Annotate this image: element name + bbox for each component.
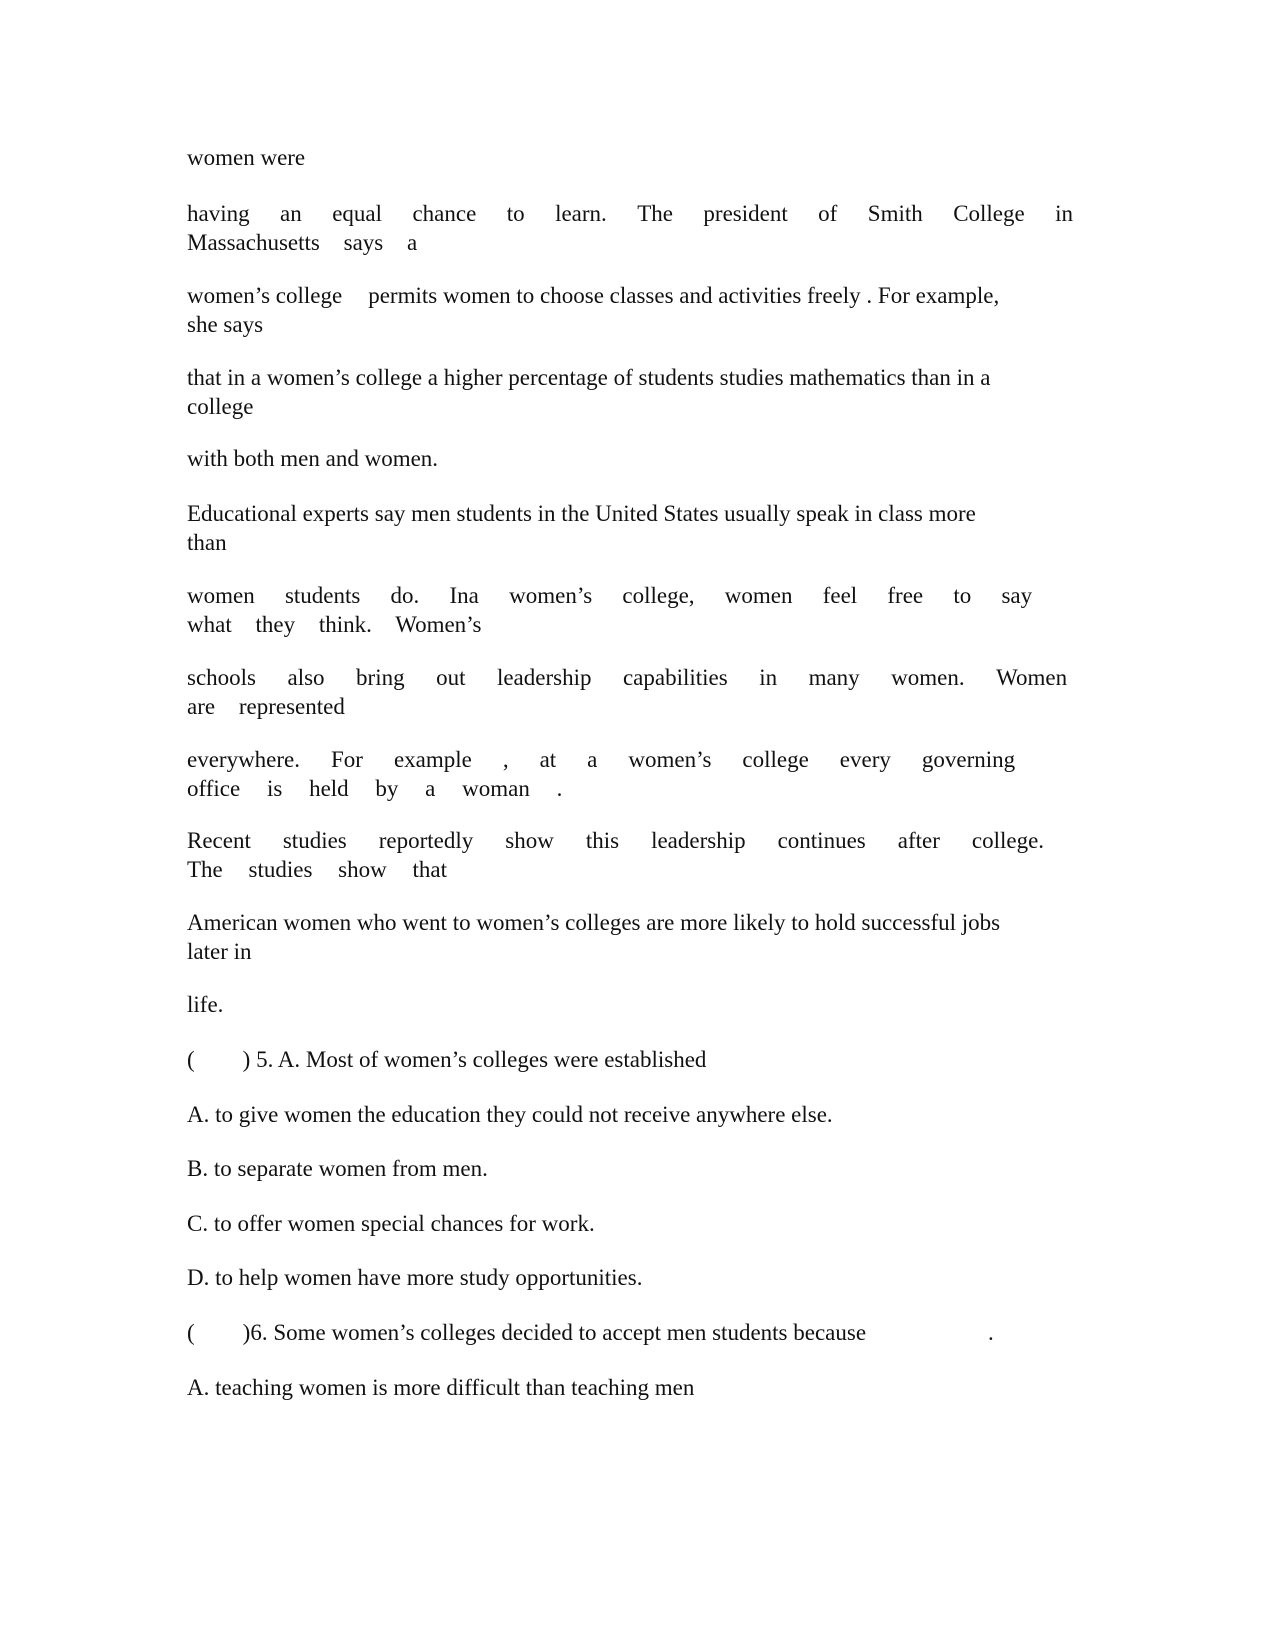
- question-5-option-c: [187, 1209, 1073, 1238]
- question-text: ) 5. A. Most of women’s colleges were established: [242, 1047, 707, 1072]
- word: held: [309, 776, 349, 801]
- text-line: she says: [187, 312, 264, 337]
- word: schools: [187, 665, 256, 690]
- word: to: [506, 201, 525, 226]
- word: ,: [502, 747, 509, 772]
- word: a: [425, 776, 436, 801]
- text-line: [187, 774, 1015, 803]
- word: free: [887, 583, 924, 608]
- word: in: [759, 665, 778, 690]
- word: Women: [996, 665, 1068, 690]
- text-segment: permits women to choose classes and activities freely . For example,: [368, 283, 1000, 308]
- word: students: [284, 583, 361, 608]
- word: leadership: [496, 665, 592, 690]
- justified-line: [187, 199, 1073, 228]
- word: of: [818, 201, 838, 226]
- passage-paragraph: [187, 199, 1073, 257]
- word: For: [331, 747, 363, 772]
- word: a: [587, 747, 598, 772]
- word: continues: [777, 828, 866, 853]
- word: represented: [238, 694, 345, 719]
- word: The: [187, 857, 223, 882]
- justified-line: [187, 581, 1032, 610]
- text-line: [187, 855, 1044, 884]
- word: show: [338, 857, 387, 882]
- option-text: B. to separate women from men.: [187, 1156, 488, 1181]
- word: leadership: [651, 828, 746, 853]
- text-line: that in a women’s college a higher percentage of students studies mathematics than in a: [187, 365, 991, 390]
- word: example: [393, 747, 472, 772]
- passage-paragraph: [187, 281, 1073, 339]
- end-mark: .: [988, 1320, 994, 1345]
- word: Smith: [867, 201, 923, 226]
- option-text: A. to give women the education they could not receive anywhere else.: [187, 1102, 833, 1127]
- text-line: with both men and women.: [187, 446, 439, 471]
- word: College: [953, 201, 1025, 226]
- passage-paragraph: [187, 499, 1073, 557]
- question-5-option-d: [187, 1263, 1073, 1292]
- question-5-option-b: [187, 1154, 1073, 1183]
- word: an: [280, 201, 302, 226]
- justified-line: [187, 826, 1044, 855]
- word: reportedly: [378, 828, 474, 853]
- word: college,: [622, 583, 695, 608]
- text-segment: women’s college: [187, 283, 343, 308]
- option-text: A. teaching women is more difficult than teaching men: [187, 1375, 695, 1400]
- text-line: [187, 610, 1032, 639]
- word: they: [255, 612, 296, 637]
- justified-line: [187, 745, 1015, 774]
- text-line: [187, 1045, 1073, 1074]
- question-5-stem: [187, 1045, 1073, 1074]
- word: woman: [462, 776, 530, 801]
- word: college.: [971, 828, 1045, 853]
- word: do.: [390, 583, 420, 608]
- text-line: American women who went to women’s colleges are more likely to hold successful jobs: [187, 910, 1001, 935]
- word: chance: [412, 201, 477, 226]
- word: having: [187, 201, 250, 226]
- word: Ina: [449, 583, 479, 608]
- question-5-option-a: [187, 1100, 1073, 1129]
- word: studies: [282, 828, 347, 853]
- word: are: [187, 694, 216, 719]
- text-line: [187, 1318, 1073, 1347]
- word: show: [505, 828, 554, 853]
- question-6-stem: [187, 1318, 1073, 1347]
- text-line: women were: [187, 145, 306, 170]
- word: college: [742, 747, 809, 772]
- answer-paren-open: (: [187, 1320, 195, 1345]
- word: everywhere.: [187, 747, 301, 772]
- word: every: [839, 747, 891, 772]
- word: think.: [318, 612, 372, 637]
- word: governing: [921, 747, 1016, 772]
- word: women: [724, 583, 793, 608]
- passage-line: [187, 143, 1073, 172]
- passage-paragraph: [187, 745, 1015, 803]
- passage-paragraph: [187, 444, 1073, 473]
- answer-paren-open: (: [187, 1047, 195, 1072]
- word: Recent: [187, 828, 251, 853]
- word: women: [187, 583, 255, 608]
- text-line: [187, 692, 1067, 721]
- word: The: [637, 201, 673, 226]
- text-line: than: [187, 530, 227, 555]
- option-text: C. to offer women special chances for work.: [187, 1211, 595, 1236]
- word: equal: [332, 201, 383, 226]
- text-line: [187, 228, 1073, 257]
- word: out: [436, 665, 466, 690]
- word: learn.: [555, 201, 607, 226]
- text-line: college: [187, 394, 254, 419]
- word: this: [585, 828, 620, 853]
- word: studies: [248, 857, 313, 882]
- word: .: [556, 776, 563, 801]
- word: at: [539, 747, 557, 772]
- word: say: [1001, 583, 1033, 608]
- word: in: [1055, 201, 1074, 226]
- word: also: [287, 665, 325, 690]
- word: feel: [822, 583, 858, 608]
- passage-paragraph: [187, 908, 1082, 966]
- word: a: [407, 230, 418, 255]
- word: Massachusetts: [187, 230, 320, 255]
- word: that: [412, 857, 447, 882]
- word: bring: [356, 665, 405, 690]
- text-line: [187, 281, 1073, 310]
- text-line: Educational experts say men students in the United States usually speak in class more: [187, 501, 976, 526]
- passage-paragraph: [187, 363, 1073, 421]
- word: many: [808, 665, 860, 690]
- option-text: D. to help women have more study opportunities.: [187, 1265, 643, 1290]
- word: to: [953, 583, 972, 608]
- question-text: )6. Some women’s colleges decided to accept men students because: [242, 1320, 867, 1345]
- passage-paragraph: [187, 581, 1032, 639]
- word: by: [375, 776, 399, 801]
- word: what: [187, 612, 232, 637]
- passage-paragraph: [187, 663, 1067, 721]
- word: women’s: [509, 583, 593, 608]
- word: women’s: [628, 747, 712, 772]
- text-line: later in: [187, 939, 252, 964]
- passage-paragraph: [187, 990, 1073, 1019]
- word: Women’s: [395, 612, 482, 637]
- word: women.: [891, 665, 965, 690]
- word: president: [703, 201, 788, 226]
- word: says: [343, 230, 384, 255]
- word: capabilities: [622, 665, 728, 690]
- passage-paragraph: [187, 826, 1044, 884]
- question-6-option-a: [187, 1373, 1073, 1402]
- word: after: [897, 828, 940, 853]
- justified-line: [187, 663, 1067, 692]
- text-line: life.: [187, 992, 224, 1017]
- word: is: [266, 776, 283, 801]
- word: office: [187, 776, 241, 801]
